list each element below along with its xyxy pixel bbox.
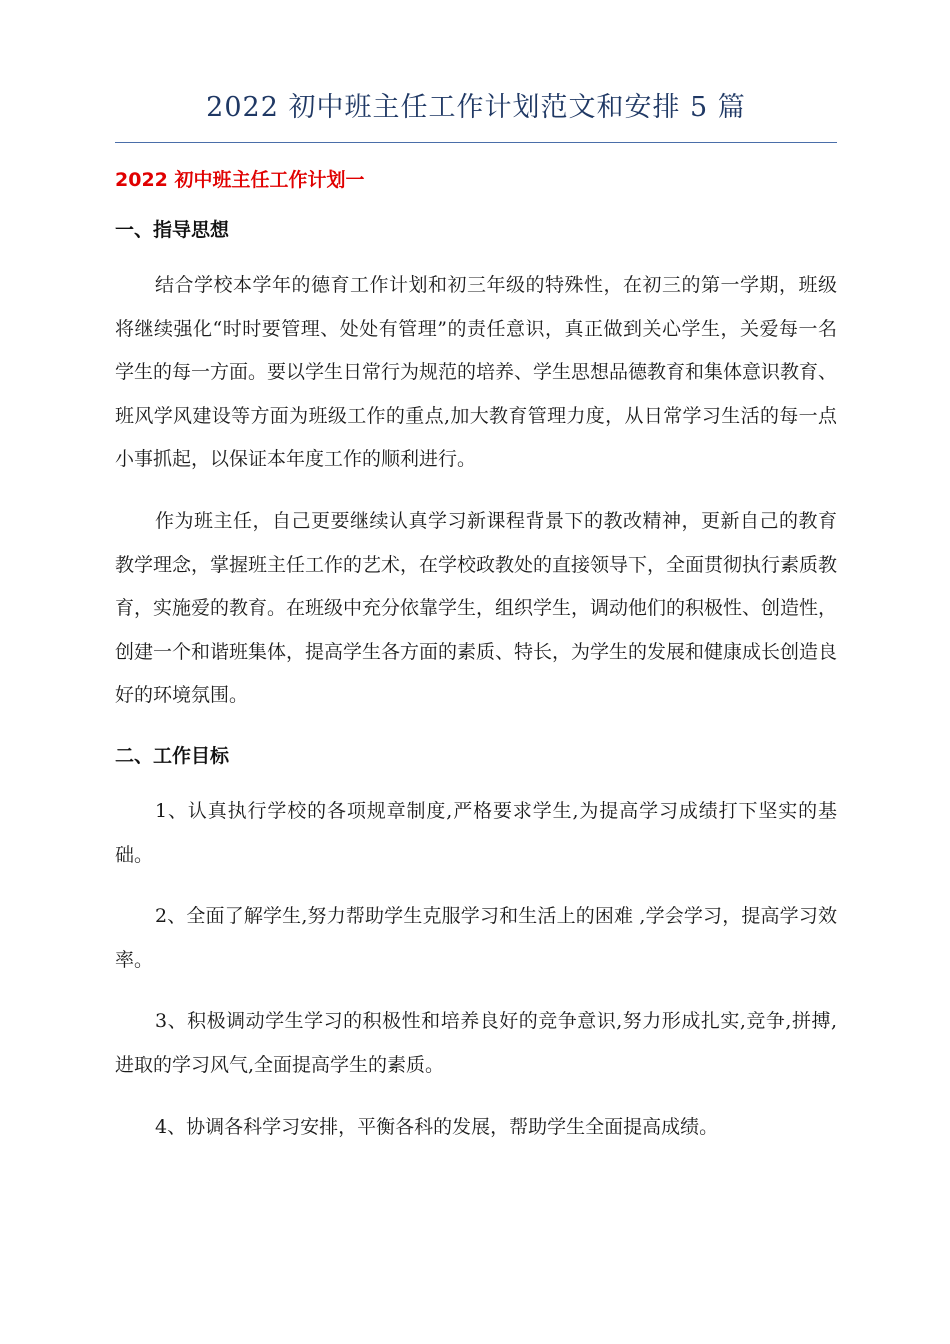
paragraph-2: 作为班主任，自己更要继续认真学习新课程背景下的教改精神，更新自己的教育教学理念，掌握班主任工作的艺术，在学校政教处的直接领导下，全面贯彻执行素质教育，实施爱的教育。在班级中充分依靠学生，组织学生，调动他们的积极性、创造性，创建一个和谐班集体，提高学生各方面的素质、特长，为学生的发展和健康成长创造良好的环境氛围。 (115, 509, 838, 707)
goal-item-3: 3、积极调动学生学习的积极性和培养良好的竞争意识,努力形成扎实,竞争,拼搏,进取的学习风气,全面提高学生的素质。 (115, 1010, 837, 1076)
goal-item-4: 4、协调各科学习安排，平衡各科的发展，帮助学生全面提高成绩。 (155, 1115, 719, 1138)
goal-item-1: 1、认真执行学校的各项规章制度,严格要求学生,为提高学习成绩打下坚实的基础。 (115, 799, 837, 866)
document-title: 2022 初中班主任工作计划范文和安排 5 篇 (206, 92, 746, 123)
paragraph-1: 结合学校本学年的德育工作计划和初三年级的特殊性，在初三的第一学期，班级将继续强化“时时要管理、处处有管理”的责任意识，真正做到关心学生，关爱每一名学生的每一方面。要以学生日常行为规范的培养、学生思想品德教育和集体意识教育、班风学风建设等方面为班级工作的重点,加大教育管理力度，从日常学习生活的每一点小事抓起，以保证本年度工作的顺利进行。 (115, 274, 838, 471)
document-body (115, 160, 837, 1167)
heading-work-goals: 二、工作目标 (115, 744, 230, 767)
heading-guiding-ideology: 一、指导思想 (115, 219, 230, 241)
title-underline (115, 142, 837, 143)
goal-item-2: 2、全面了解学生,努力帮助学生克服学习和生活上的困难 ,学会学习，提高学习效率。 (115, 905, 837, 971)
section-title: 2022 初中班主任工作计划一 (115, 169, 365, 191)
